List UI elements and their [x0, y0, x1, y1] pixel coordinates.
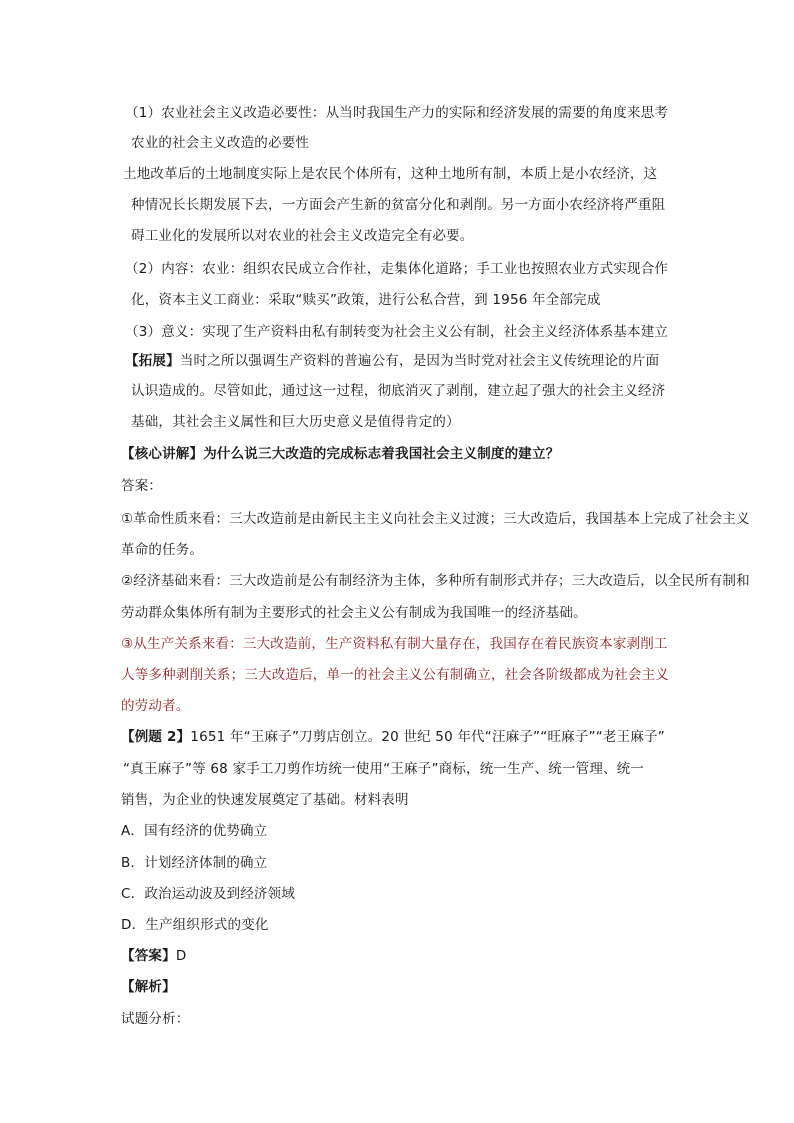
- paragraph-line: ①革命性质来看：三大改造前是由新民主主义向社会主义过渡；三大改造后，我国基本上完成了社会主义: [121, 511, 750, 527]
- example-heading: [121, 727, 665, 747]
- paragraph-line: 土地改革后的土地制度实际上是农民个体所有，这种土地所有制，本质上是小农经济，这: [123, 166, 658, 182]
- highlight-line: 人等多种剥削关系；三大改造后，单一的社会主义公有制确立，社会各阶级都成为社会主义: [121, 667, 669, 683]
- answer-label: 答案：: [121, 478, 163, 494]
- paragraph-line: 销售，为企业的快速发展奠定了基础。材料表明: [121, 792, 409, 808]
- analysis-body: 试题分析：: [121, 1011, 190, 1027]
- extension-line: [125, 351, 659, 371]
- paragraph-line: 农业的社会主义改造的必要性: [131, 135, 310, 151]
- paragraph-line: （1）农业社会主义改造必要性：从当时我国生产力的实际和经济发展的需要的角度来思考: [125, 105, 669, 121]
- paragraph-line: 化，资本主义工商业：采取“赎买”政策，进行公私合营，到 1956 年全部完成: [131, 292, 601, 308]
- paragraph-line: 认识造成的。尽管如此，通过这一过程，彻底消灭了剥削，建立起了强大的社会主义经济: [131, 383, 666, 399]
- example-text: 1651 年“王麻子”刀剪店创立。20 世纪 50 年代“汪麻子”“旺麻子”“老王麻子”: [190, 729, 665, 745]
- paragraph-line: 碍工业化的发展所以对农业的社会主义改造完全有必要。: [131, 228, 474, 244]
- paragraph-line: （2）内容：农业：组织农民成立合作社，走集体化道路；手工业也按照农业方式实现合作: [125, 261, 669, 277]
- paragraph-line: 革命的任务。: [121, 542, 204, 558]
- section-heading: 【核心讲解】为什么说三大改造的完成标志着我国社会主义制度的建立？: [121, 446, 560, 462]
- answer-line: [121, 946, 186, 966]
- paragraph-line: （3）意义：实现了生产资料由私有制转变为社会主义公有制，社会主义经济体系基本建立: [125, 324, 669, 340]
- analysis-tag: 【解析】: [121, 979, 176, 995]
- option-a: A．国有经济的优势确立: [121, 823, 268, 839]
- answer-tag: 【答案】: [121, 948, 176, 964]
- extension-tag: 【拓展】: [125, 353, 180, 369]
- extension-text: 当时之所以强调生产资料的普遍公有，是因为当时党对社会主义传统理论的片面: [179, 353, 660, 369]
- paragraph-line: 基础，其社会主义属性和巨大历史意义是值得肯定的）: [131, 414, 460, 430]
- highlight-line: 的劳动者。: [121, 698, 190, 714]
- highlight-line: ③从生产关系来看：三大改造前，生产资料私有制大量存在，我国存在着民族资本家剥削工: [121, 636, 668, 652]
- option-c: C．政治运动波及到经济领域: [121, 886, 296, 902]
- paragraph-line: ②经济基础来看：三大改造前是公有制经济为主体，多种所有制形式并存；三大改造后，以全民所有制和: [121, 573, 750, 589]
- answer-value: D: [175, 948, 187, 964]
- option-d: D．生产组织形式的变化: [121, 917, 269, 933]
- paragraph-line: 劳动群众集体所有制为主要形式的社会主义公有制成为我国唯一的经济基础。: [121, 605, 587, 621]
- example-tag: 【例题 2】: [121, 729, 191, 745]
- paragraph-line: 种情况长长期发展下去，一方面会产生新的贫富分化和剥削。另一方面小农经济将严重阻: [131, 197, 666, 213]
- paragraph-line: “真王麻子”等 68 家手工刀剪作坊统一使用“王麻子”商标，统一生产、统一管理、统一: [123, 761, 645, 777]
- option-b: B．计划经济体制的确立: [121, 855, 268, 871]
